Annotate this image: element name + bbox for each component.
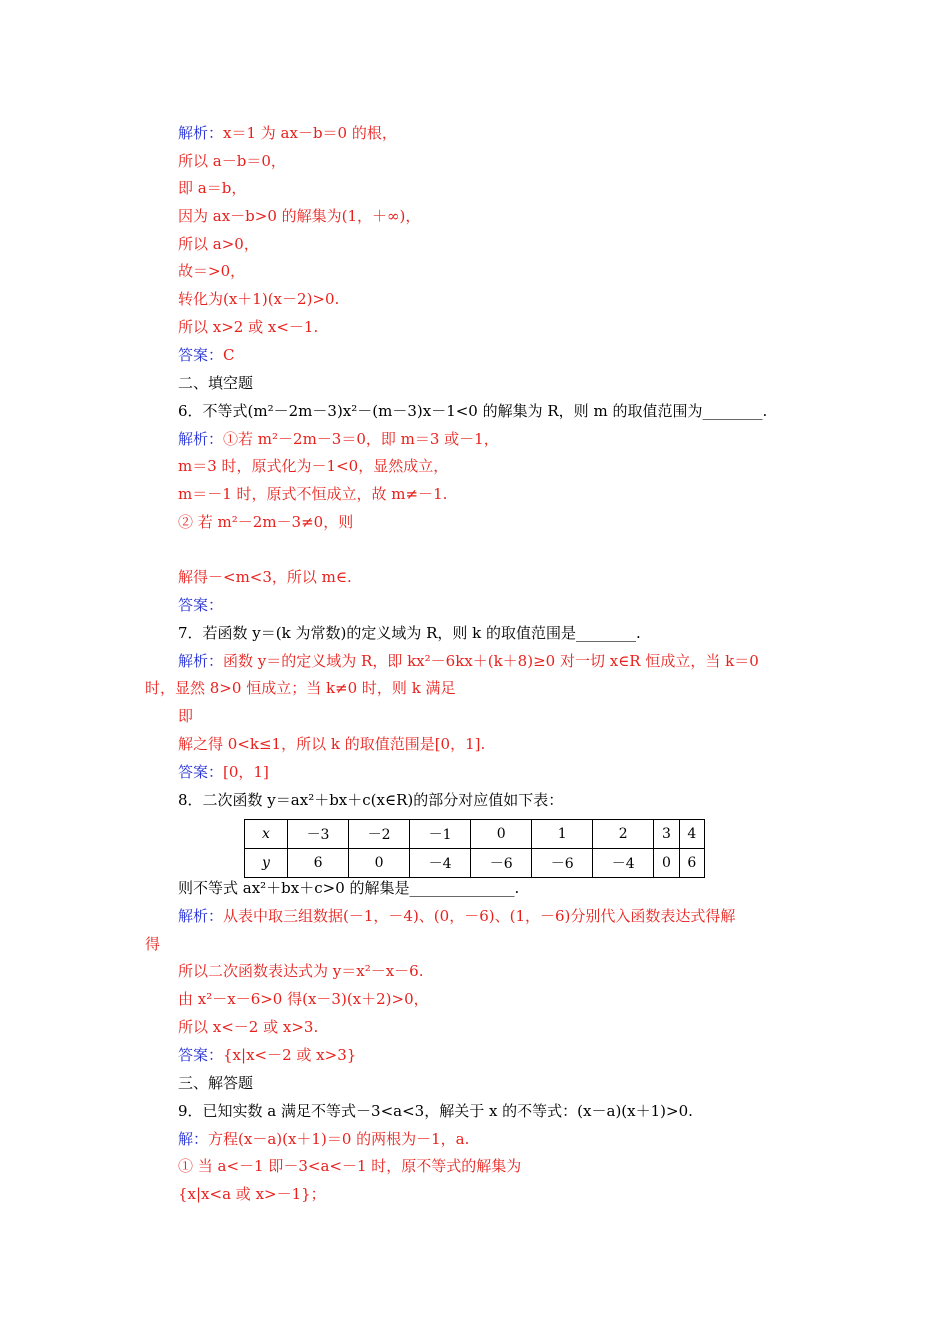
section-heading-solve: 三、解答题 — [178, 1074, 254, 1092]
line-13: m＝3 时，原式化为－1<0，显然成立， — [178, 457, 449, 475]
table-cell: 3 — [654, 820, 679, 849]
solution-label: 解： — [178, 1130, 209, 1148]
table-cell: －6 — [471, 849, 532, 878]
answer-label: 答案： — [178, 1046, 224, 1064]
answer-line-5: 答案：C — [178, 346, 235, 364]
table-cell: －6 — [532, 849, 593, 878]
table-header-y: y — [245, 849, 288, 878]
table-cell: －2 — [349, 820, 410, 849]
answer-label: 答案： — [178, 346, 224, 364]
question-9: 9．已知实数 a 满足不等式－3<a<3，解关于 x 的不等式：(x－a)(x＋1)>0. — [178, 1102, 693, 1120]
line-30: 所以 x<－2 或 x>3. — [178, 1018, 319, 1036]
line-27: 得 — [145, 935, 161, 953]
table-cell: 0 — [471, 820, 532, 849]
line-2: 所以 a－b＝0， — [178, 152, 286, 170]
line-21: 即 — [178, 707, 194, 725]
answer-line-6 — [178, 595, 223, 615]
line-26: 解析：从表中取三组数据(－1，－4)、(0，－6)、(1，－6)分别代入函数表达式得解 — [178, 907, 736, 925]
answer-line-8: 答案：{x|x<－2 或 x>3} — [178, 1046, 357, 1064]
line-12: 解析：①若 m²－2m－3＝0，即 m＝3 或－1， — [178, 430, 499, 448]
table-cell: 6 — [679, 849, 704, 878]
table-row-y — [245, 849, 705, 878]
line-25: 则不等式 ax²＋bx＋c>0 的解集是______________. — [178, 879, 520, 897]
table-cell: 6 — [288, 849, 349, 878]
table-cell: －4 — [410, 849, 471, 878]
analysis-label: 解析： — [178, 907, 224, 925]
answer-label: 答案： — [178, 596, 224, 614]
line-4: 因为 ax－b>0 的解集为(1，＋∞)， — [178, 207, 421, 225]
line-34: 解：方程(x－a)(x＋1)＝0 的两根为－1，a. — [178, 1130, 470, 1148]
table-cell: 2 — [593, 820, 654, 849]
values-table — [244, 819, 705, 878]
table-cell: －1 — [410, 820, 471, 849]
table-cell: －3 — [288, 820, 349, 849]
line-5: 所以 a>0， — [178, 235, 259, 253]
table-cell: －4 — [593, 849, 654, 878]
table-cell: 0 — [349, 849, 410, 878]
line-20: 时，显然 8>0 恒成立；当 k≠0 时，则 k 满足 — [145, 679, 456, 697]
line-3: 即 a＝b， — [178, 179, 247, 197]
question-8: 8．二次函数 y＝ax²＋bx＋c(x∈R)的部分对应值如下表： — [178, 791, 564, 809]
line-35: ① 当 a<－1 即－3<a<－1 时，原不等式的解集为 — [178, 1157, 522, 1175]
line-14: m＝－1 时，原式不恒成立，故 m≠－1. — [178, 485, 448, 503]
line-1: 解析：x＝1 为 ax－b＝0 的根， — [178, 124, 397, 142]
line-29: 由 x²－x－6>0 得(x－3)(x＋2)>0， — [178, 990, 429, 1008]
question-6: 6．不等式(m²－2m－3)x²－(m－3)x－1<0 的解集为 R，则 m 的取值范围为________. — [178, 402, 768, 420]
table-cell: 1 — [532, 820, 593, 849]
line-8: 所以 x>2 或 x<－1. — [178, 318, 319, 336]
line-6: 故＝>0， — [178, 262, 246, 280]
table-cell: 0 — [654, 849, 679, 878]
analysis-label: 解析： — [178, 430, 224, 448]
line-28: 所以二次函数表达式为 y＝x²－x－6. — [178, 962, 424, 980]
table-row-x — [245, 820, 705, 849]
line-19: 解析：函数 y＝的定义域为 R，即 kx²－6kx＋(k＋8)≥0 对一切 x∈R 恒成立，当 k＝0 — [178, 652, 759, 670]
answer-label: 答案： — [178, 763, 224, 781]
line-7: 转化为(x＋1)(x－2)>0. — [178, 290, 340, 308]
question-7: 7．若函数 y＝(k 为常数)的定义域为 R，则 k 的取值范围是________. — [178, 624, 641, 642]
table-cell: 4 — [679, 820, 704, 849]
section-heading-fill-blank: 二、填空题 — [178, 374, 254, 392]
line-15: ② 若 m²－2m－3≠0，则 — [178, 513, 354, 531]
line-16: 解得－<m<3，所以 m∈. — [178, 568, 352, 586]
answer-line-7: 答案：[0，1] — [178, 763, 269, 781]
table-header-x: x — [245, 820, 288, 849]
analysis-label: 解析： — [178, 124, 224, 142]
line-36: {x|x<a 或 x>－1}； — [178, 1185, 326, 1203]
line-22: 解之得 0<k≤1，所以 k 的取值范围是[0，1]. — [178, 735, 486, 753]
analysis-label: 解析： — [178, 652, 224, 670]
